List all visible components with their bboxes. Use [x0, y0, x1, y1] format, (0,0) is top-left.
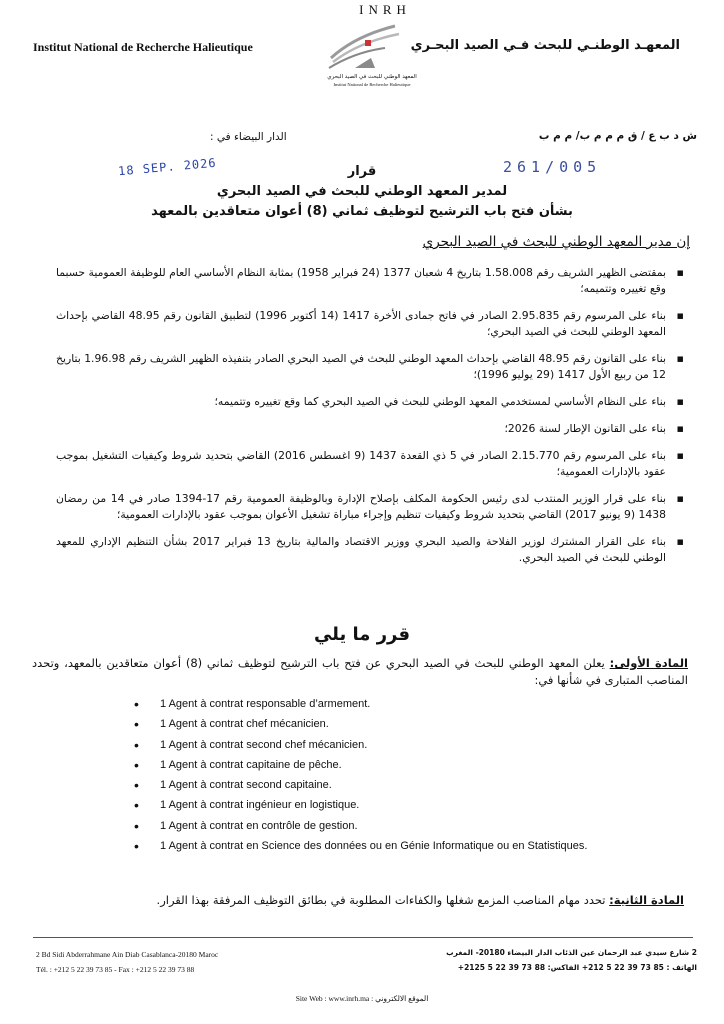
- position-item: • 1 Agent à contrat capitaine de pêche.: [134, 755, 587, 775]
- legal-references-list: [56, 265, 684, 577]
- positions-list: [134, 694, 587, 856]
- director-heading: إن مدير المعهد الوطني للبحث في الصيد البحري: [422, 234, 690, 250]
- legal-reference-item: ▪ بناء على قرار الوزير المنتدب لدى رئيس الحكومة المكلف بإصلاح الإدارة وبالوظيفة العمومية رقم 17-1394 صادر في 14 من رمضان 1438 (9 يونيو 2017) القاضي بتحديد شروط وكيفيات تنظيم وإجراء مباراة تشغيل الأعوان بموجب عقود بالإدارات العمومية؛: [56, 491, 684, 523]
- footer-divider: [33, 937, 693, 938]
- decision-title: قرار: [347, 164, 377, 179]
- legal-reference-item: ▪ بناء على المرسوم رقم 2.15.770 الصادر في 5 ذي القعدة 1437 (9 اغسطس 2016) القاضي بتحديد شروط وكيفيات التشغيل بموجب عقود بالإدارات العمومية؛: [56, 448, 684, 480]
- legal-reference-item: ▪ بمقتضى الظهير الشريف رقم 1.58.008 بتاريخ 4 شعبان 1377 (24 فبراير 1958) بمثابة النظام الأساسي العام للوظيفة العمومية حسبما وقع تغييره وتتميمه؛: [56, 265, 684, 297]
- article-1-text: يعلن المعهد الوطني للبحث في الصيد البحري عن فتح باب الترشيح لتوظيف ثماني (8) أعوان متعاقدين بالمعهد، وتحدد المناصب المتبارى في شأنها في:: [32, 656, 688, 687]
- footer-phones-fr: Tél. : +212 5 22 39 73 85 - Fax : +212 5 22 39 73 88: [36, 965, 195, 974]
- article-2-text: تحدد مهام المناصب المزمع شغلها والكفاءات المطلوبة في بطائق التوظيف المرفقة بهذا القرار.: [156, 893, 610, 907]
- legal-reference-item: ▪ بناء على القانون رقم 48.95 القاضي بإحداث المعهد الوطني للبحث في الصيد البحري الصادر بتنفيذه الظهير الشريف رقم 1.96.98 بتاريخ 12 من ربيع الأول 1417 (29 يوليو 1996)؛: [56, 351, 684, 383]
- legal-reference-item: ▪ بناء على القرار المشترك لوزير الفلاحة والصيد البحري ووزير الاقتصاد والمالية بتاريخ 13 فبراير 2017 بشأن التنظيم الإداري للمعهد الوطني للبحث في الصيد البحري.: [56, 534, 684, 566]
- decision-subject: بشأن فتح باب الترشيح لتوظيف ثماني (8) أعوان متعاقدين بالمعهد: [151, 204, 573, 219]
- date-stamp: 18 SEP. 2026: [117, 155, 218, 179]
- number-stamp: 261/005: [503, 158, 602, 176]
- place-date-label: الدار البيضاء في :: [210, 131, 287, 143]
- position-item: • 1 Agent à contrat en Science des données ou en Génie Informatique ou en Statistiques.: [134, 836, 587, 856]
- logo-caption-fr: Institut National de Recherche Halieutique: [333, 82, 411, 87]
- article-1-label: المادة الأولى:: [609, 656, 688, 670]
- article-1: [32, 655, 688, 689]
- institute-name-ar: المعهـد الوطنـي للبحث فـي الصيد البحـري: [410, 38, 680, 53]
- legal-reference-item: ▪ بناء على القانون الإطار لسنة 2026؛: [56, 421, 684, 437]
- position-item: • 1 Agent à contrat second capitaine.: [134, 775, 587, 795]
- logo-acronym: INRH: [359, 2, 411, 17]
- position-item: • 1 Agent à contrat ingénieur en logistique.: [134, 795, 587, 815]
- legal-reference-item: ▪ بناء على المرسوم رقم 2.95.835 الصادر في فاتح جمادى الأخرة 1417 (14 أكتوبر 1996) لتطبيق القانون رقم 48.95 القاضي بإحداث المعهد الوطني للبحث في الصيد البحري؛: [56, 308, 684, 340]
- institute-name-fr: Institut National de Recherche Halieutique: [33, 40, 253, 54]
- decree-heading: قرر ما يلي: [313, 624, 411, 645]
- footer-phones-ar: الهاتف : 85 73 39 22 5 212+ الفاكس: 88 73 39 22 5 2125+: [457, 963, 697, 972]
- footer-address-ar: 2 شارع سيدي عبد الرحمان عين الذئاب الدار البيضاء 20180- المغرب: [446, 948, 697, 957]
- article-2: [44, 893, 684, 907]
- footer-address-fr: 2 Bd Sidi Abderrahmane Ain Diab Casablanca-20180 Maroc: [36, 950, 219, 959]
- inrh-logo-icon: [325, 18, 405, 74]
- position-item: • 1 Agent à contrat chef mécanicien.: [134, 714, 587, 734]
- position-item: • 1 Agent à contrat second chef mécanicien.: [134, 735, 587, 755]
- decision-title-block: [0, 162, 724, 222]
- logo-caption-ar: المعهد الوطني للبحث في الصيد البحري: [327, 74, 417, 80]
- position-item: • 1 Agent à contrat en contrôle de gestion.: [134, 816, 587, 836]
- footer-website-link[interactable]: Site Web : www.inrh.ma : الموقع الالكتروني: [295, 994, 429, 1003]
- position-item: • 1 Agent à contrat responsable d’armement.: [134, 694, 587, 714]
- reference-code: ش د ب ع / ق م م م ب/ م م ب: [538, 130, 697, 142]
- article-2-label: المادة الثانية:: [609, 893, 684, 907]
- decision-subtitle: لمدير المعهد الوطني للبحث في الصيد البحري: [216, 184, 508, 199]
- legal-reference-item: ▪ بناء على النظام الأساسي لمستخدمي المعهد الوطني للبحث في الصيد البحري كما وقع تغييره وتتميمه؛: [56, 394, 684, 410]
